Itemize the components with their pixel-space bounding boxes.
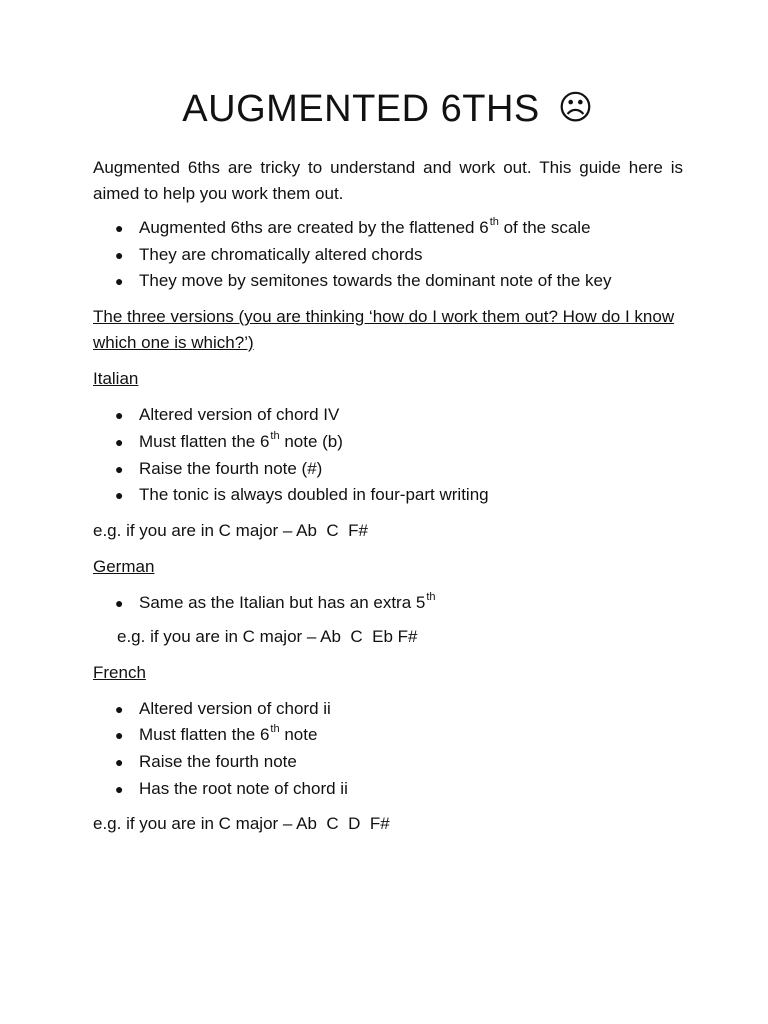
- german-example: e.g. if you are in C major – Ab C Eb F#: [117, 626, 418, 646]
- ordinal-superscript: th: [270, 723, 280, 736]
- ordinal-superscript: th: [426, 590, 436, 603]
- list-item: [115, 456, 683, 483]
- ordinal-superscript: th: [270, 429, 280, 442]
- list-item: [115, 215, 683, 242]
- bullet-icon: ●: [115, 487, 124, 504]
- bullet-icon: ●: [115, 407, 124, 424]
- list-item: [115, 590, 683, 617]
- list-item-text-end: of the scale: [498, 218, 591, 237]
- list-item: [115, 482, 683, 509]
- general-points-list: [93, 215, 683, 295]
- frowning-face-icon: ☹: [557, 88, 594, 128]
- bullet-icon: ●: [115, 433, 124, 450]
- italian-points-list: [93, 402, 683, 509]
- bullet-icon: ●: [115, 594, 124, 611]
- list-item-text: The tonic is always doubled in four-part writing: [139, 485, 489, 505]
- list-item-text: Must flatten the 6: [139, 725, 270, 745]
- list-item-text: Raise the fourth note (#): [139, 458, 323, 478]
- bullet-icon: ●: [115, 273, 124, 290]
- list-item: [115, 696, 683, 723]
- list-item-text: Must flatten the 6: [139, 431, 270, 451]
- italian-example: e.g. if you are in C major – Ab C F#: [93, 520, 368, 540]
- german-heading: German: [93, 556, 155, 576]
- list-item-text: Same as the Italian but has an extra 5: [139, 592, 426, 612]
- bullet-icon: ●: [115, 727, 124, 744]
- bullet-icon: ●: [115, 460, 124, 477]
- list-item: [115, 268, 683, 295]
- french-points-list: [93, 696, 683, 803]
- versions-heading: The three versions (you are thinking ‘how do I work them out? How do I know which one is which?’): [93, 307, 675, 353]
- italian-heading: Italian: [93, 369, 139, 389]
- list-item-text: Raise the fourth note: [139, 752, 297, 772]
- list-item: [115, 722, 683, 749]
- bullet-icon: ●: [115, 246, 124, 263]
- list-item: [115, 429, 683, 456]
- bullet-icon: ●: [115, 780, 124, 797]
- list-item-text: Augmented 6ths are created by the flattened 6: [139, 218, 489, 237]
- list-item: [115, 749, 683, 776]
- list-item-text: They are chromatically altered chords: [139, 244, 423, 264]
- page-title-text: AUGMENTED 6THS: [182, 88, 540, 130]
- list-item-text-end: note: [279, 725, 318, 745]
- list-item-text: Altered version of chord ii: [139, 698, 331, 718]
- document-body: [93, 155, 683, 847]
- french-example: e.g. if you are in C major – Ab C D F#: [93, 814, 390, 834]
- bullet-icon: ●: [115, 220, 124, 236]
- french-heading: French: [93, 662, 146, 682]
- list-item-text: They move by semitones towards the dominant note of the key: [139, 271, 612, 291]
- bullet-icon: ●: [115, 754, 124, 771]
- list-item: [115, 776, 683, 803]
- list-item: [115, 402, 683, 429]
- german-points-list: [93, 590, 683, 617]
- ordinal-superscript: th: [489, 216, 499, 228]
- list-item-text-end: note (b): [279, 431, 343, 451]
- list-item: [115, 242, 683, 269]
- list-item-text: Altered version of chord IV: [139, 405, 340, 425]
- bullet-icon: ●: [115, 700, 124, 717]
- list-item-text: Has the root note of chord ii: [139, 778, 348, 798]
- page-title: [93, 88, 683, 131]
- intro-paragraph: Augmented 6ths are tricky to understand and work out. This guide here is aimed to help you work them out.: [93, 158, 683, 203]
